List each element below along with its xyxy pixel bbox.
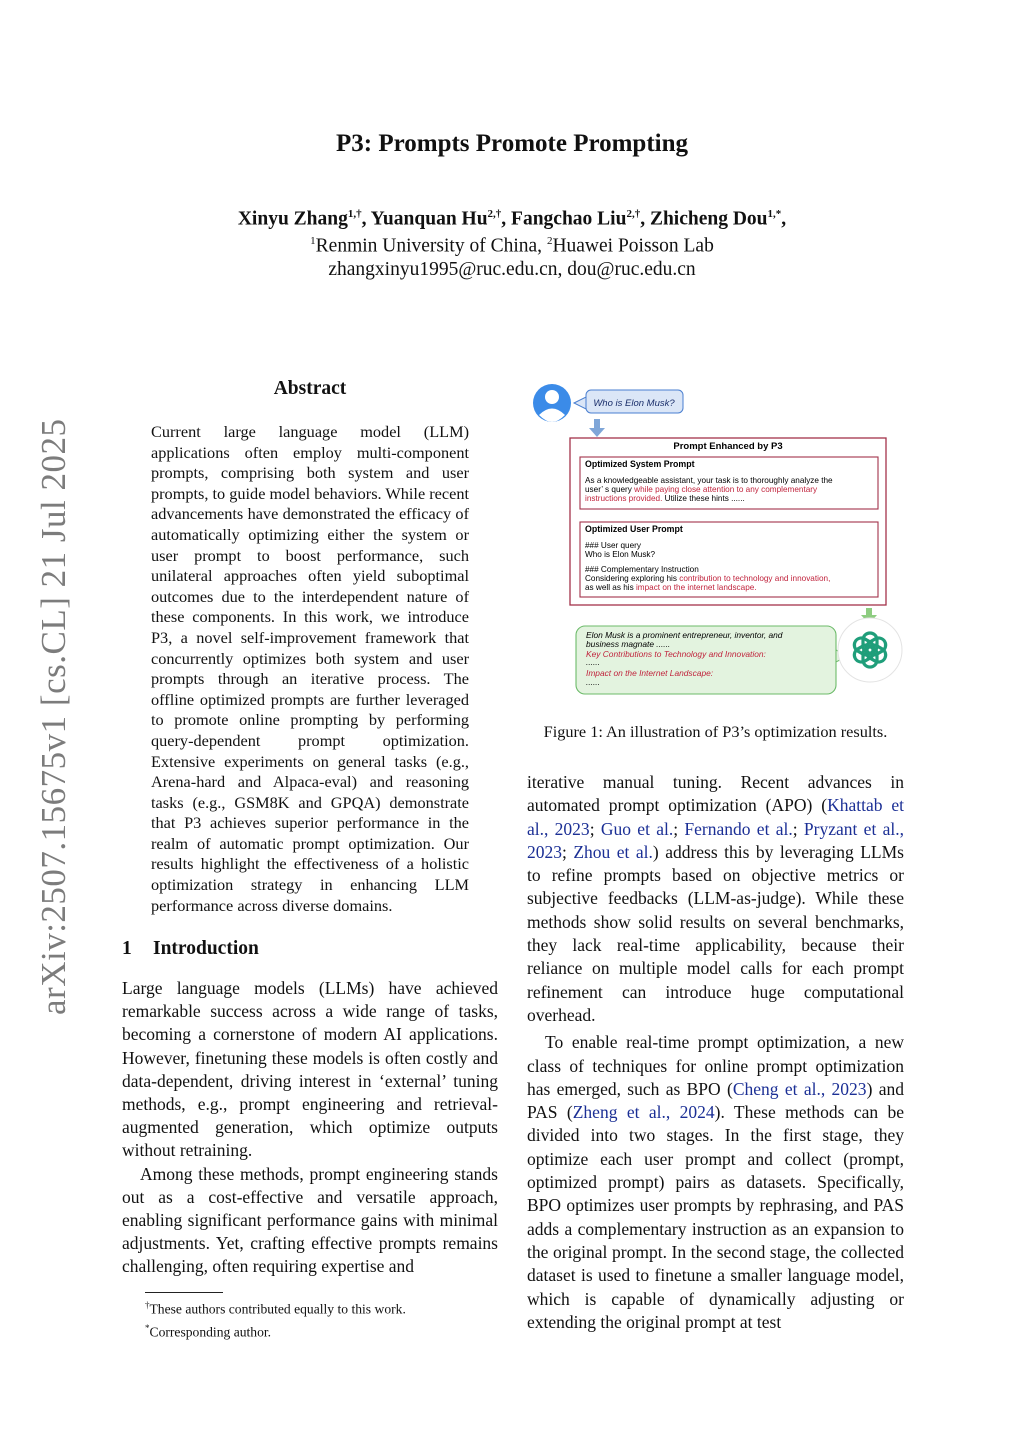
section-number: 1 (122, 938, 132, 959)
footnote-text: These authors contributed equally to this work. (149, 1301, 406, 1317)
affiliation-mark: 1 (310, 235, 316, 247)
system-prompt-title: Optimized System Prompt (585, 459, 695, 469)
text-run: ; (673, 818, 685, 839)
citation-link[interactable]: Fernando et al. (684, 818, 793, 839)
affiliation-1: Renmin University of China, (315, 235, 547, 257)
affiliation-2: Huawei Poisson Lab (552, 235, 714, 257)
text-run: Considering exploring his (585, 574, 680, 583)
text-run: ) address this by leveraging LLMs to refine prompts based on objective metrics or subjective feedbacks (LLM-as-judge). While these methods show solid results on several benchmarks, they lack real-time applicability, because their reliance on multiple model calls for each prompt refinement can introduce huge computational overhead. (527, 841, 904, 1025)
arxiv-stamp: arXiv:2507.15675v1 [cs.CL] 21 Jul 2025 (34, 418, 73, 1015)
system-prompt-line (585, 485, 818, 494)
query-bubble (574, 390, 683, 413)
paper-title: P3: Prompts Promote Prompting (335, 130, 689, 157)
assistant-logo-icon (838, 618, 902, 682)
affiliations (0, 235, 1024, 258)
footnotes (145, 1296, 406, 1342)
section-title: Introduction (153, 938, 259, 959)
figure-illustration (530, 382, 910, 702)
intro-paragraph-2: Among these methods, prompt engineering stands out as a cost-effective and versatile approach, enabling significant performance gains with minimal adjustments. Yet, crafting effective prompts remains challenging, often requiring expertise and (122, 1163, 498, 1277)
text-run: user’ s query (585, 485, 635, 494)
footnote-equal-contribution (145, 1296, 406, 1319)
user-prompt-line (585, 574, 830, 583)
enhanced-prompt-title: Prompt Enhanced by P3 (673, 441, 783, 452)
footnote-mark: * (145, 1323, 150, 1334)
response-line: Key Contributions to Technology and Innovation: (586, 649, 766, 659)
abstract-heading: Abstract (273, 378, 347, 399)
response-line: ...... (586, 657, 600, 667)
text-run: ; (589, 818, 601, 839)
text-run: ) and PAS ( (527, 1078, 904, 1123)
user-prompt-line: ### User query (585, 541, 641, 550)
user-avatar-icon (533, 384, 571, 422)
text-run: ). These methods can be divided into two stages. In the first stage, they optimize each user prompt and collect (prompt, optimized prompt) pairs as datasets. Specifically, BPO optimizes user prompts by rephrasing, and PAS adds a complementary instruction as an expansion to the original prompt. In the second stage, the collected dataset is used to finetune a smaller language model, which is capable of dynamically adjusting or extending the original prompt at test (527, 1102, 905, 1332)
citation-link[interactable]: Zheng et al., 2024 (572, 1102, 715, 1123)
right-column-body (527, 771, 904, 1334)
text-run: iterative manual tuning. Recent advances in automated prompt optimization (APO) ( (527, 772, 904, 816)
highlight-run: while paying close attention to any complementary (634, 485, 818, 494)
response-line: ...... (586, 677, 600, 687)
response-line: Elon Musk is a prominent entrepreneur, inventor, and (586, 630, 783, 640)
system-prompt-line (585, 494, 745, 503)
affiliation-mark: 2 (546, 235, 553, 247)
footnote-corresponding (145, 1319, 406, 1342)
system-prompt-line: As a knowledgeable assistant, your task is to thoroughly analyze the (585, 476, 833, 485)
citation-link[interactable]: Zhou et al. (573, 841, 653, 862)
citation-link[interactable]: Guo et al. (600, 818, 674, 839)
right-paragraph-2 (527, 1031, 904, 1334)
abstract-text: Current large language model (LLM) applications often employ multi-component prompts, comprising both system and user prompts, to guide model behaviors. While recent advancements have demonstrated the efficacy of automatically optimizing either the system or user prompt to boost performance, such unilateral approaches often yield suboptimal outcomes due to the interdependent nature of these components. In this work, we introduce P3, a novel self-improvement framework that concurrently optimizes both system and user prompts through an iterative process. The offline optimized prompts are further leveraged to promote online prompting by performing query-dependent prompt optimization. Extensive experiments on general tasks (e.g., Arena-hard and Alpaca-eval) and reasoning tasks (e.g., GSM8K and GPQA) demonstrate that P3 achieves superior performance in the realm of automatic prompt optimization. Our results highlight the effectiveness of a holistic optimization strategy in enhancing LLM performance across diverse domains. (151, 422, 470, 915)
response-line: Impact on the Internet Landscape: (586, 668, 714, 678)
user-prompt-line: ### Complementary Instruction (585, 565, 699, 574)
highlight-run: contribution to technology and innovation, (679, 574, 831, 583)
author-name: Xinyu Zhang (237, 208, 348, 230)
author-marks: 2,† (487, 208, 502, 220)
author-name: Yuanquan Hu (370, 208, 488, 230)
citation-link[interactable]: Cheng et al., 2023 (732, 1078, 867, 1099)
text-run: Utilize these hints ...... (662, 494, 745, 503)
right-paragraph-1 (527, 771, 904, 1027)
footnote-rule (145, 1292, 223, 1293)
section-heading-introduction (122, 938, 259, 960)
user-prompt-title: Optimized User Prompt (585, 524, 683, 534)
author-name: Fangchao Liu (511, 208, 627, 230)
response-line: business magnate ...... (586, 639, 671, 649)
author-marks: 2,† (626, 208, 641, 220)
text-run: as well as his (585, 583, 636, 592)
query-bubble-text: Who is Elon Musk? (593, 398, 675, 409)
user-prompt-line (585, 583, 757, 592)
left-column-body (122, 977, 498, 1279)
citation-link[interactable]: Pryzant et al., 2023 (527, 818, 904, 862)
author-list: Xinyu Zhang$^{1,\dagger}$, Yuanquan $Hu^{2,\dagger}$, Fangchao Liu$^{2,\dagger}$, Zhicheng Dou$^{1,*}$, (237, 208, 787, 230)
text-run: To enable real-time prompt optimization, a new class of techniques for online prompt optimization has emerged, such as BPO ( (527, 1032, 904, 1099)
user-prompt-line: Who is Elon Musk? (585, 550, 656, 559)
figure-caption: Figure 1: An illustration of P3’s optimization results. (543, 722, 888, 741)
author-marks: 1,* (767, 208, 782, 220)
author-name: Zhicheng Dou (649, 208, 768, 230)
author-emails: zhangxinyu1995@ruc.edu.cn, dou@ruc.edu.cn (328, 259, 696, 280)
highlight-run: impact on the internet landscape. (635, 583, 757, 592)
text-run: ; (792, 818, 804, 839)
text-run: ; (562, 841, 574, 862)
highlight-run: instructions provided. (585, 494, 663, 503)
footnote-mark: † (145, 1300, 150, 1310)
down-arrow-icon (589, 419, 605, 437)
citation-link[interactable]: Khattab et al., 2023 (527, 795, 905, 839)
intro-paragraph-1: Large language models (LLMs) have achieved remarkable success across a wide range of tasks, becoming a cornerstone of modern AI applications. However, finetuning these models is often costly and data-dependent, driving interest in ‘external’ tuning methods, e.g., prompt engineering and retrieval-augmented generation, which optimize outputs without retraining. (122, 978, 498, 1161)
footnote-text: Corresponding author. (149, 1324, 272, 1340)
author-marks: 1,† (347, 208, 362, 220)
